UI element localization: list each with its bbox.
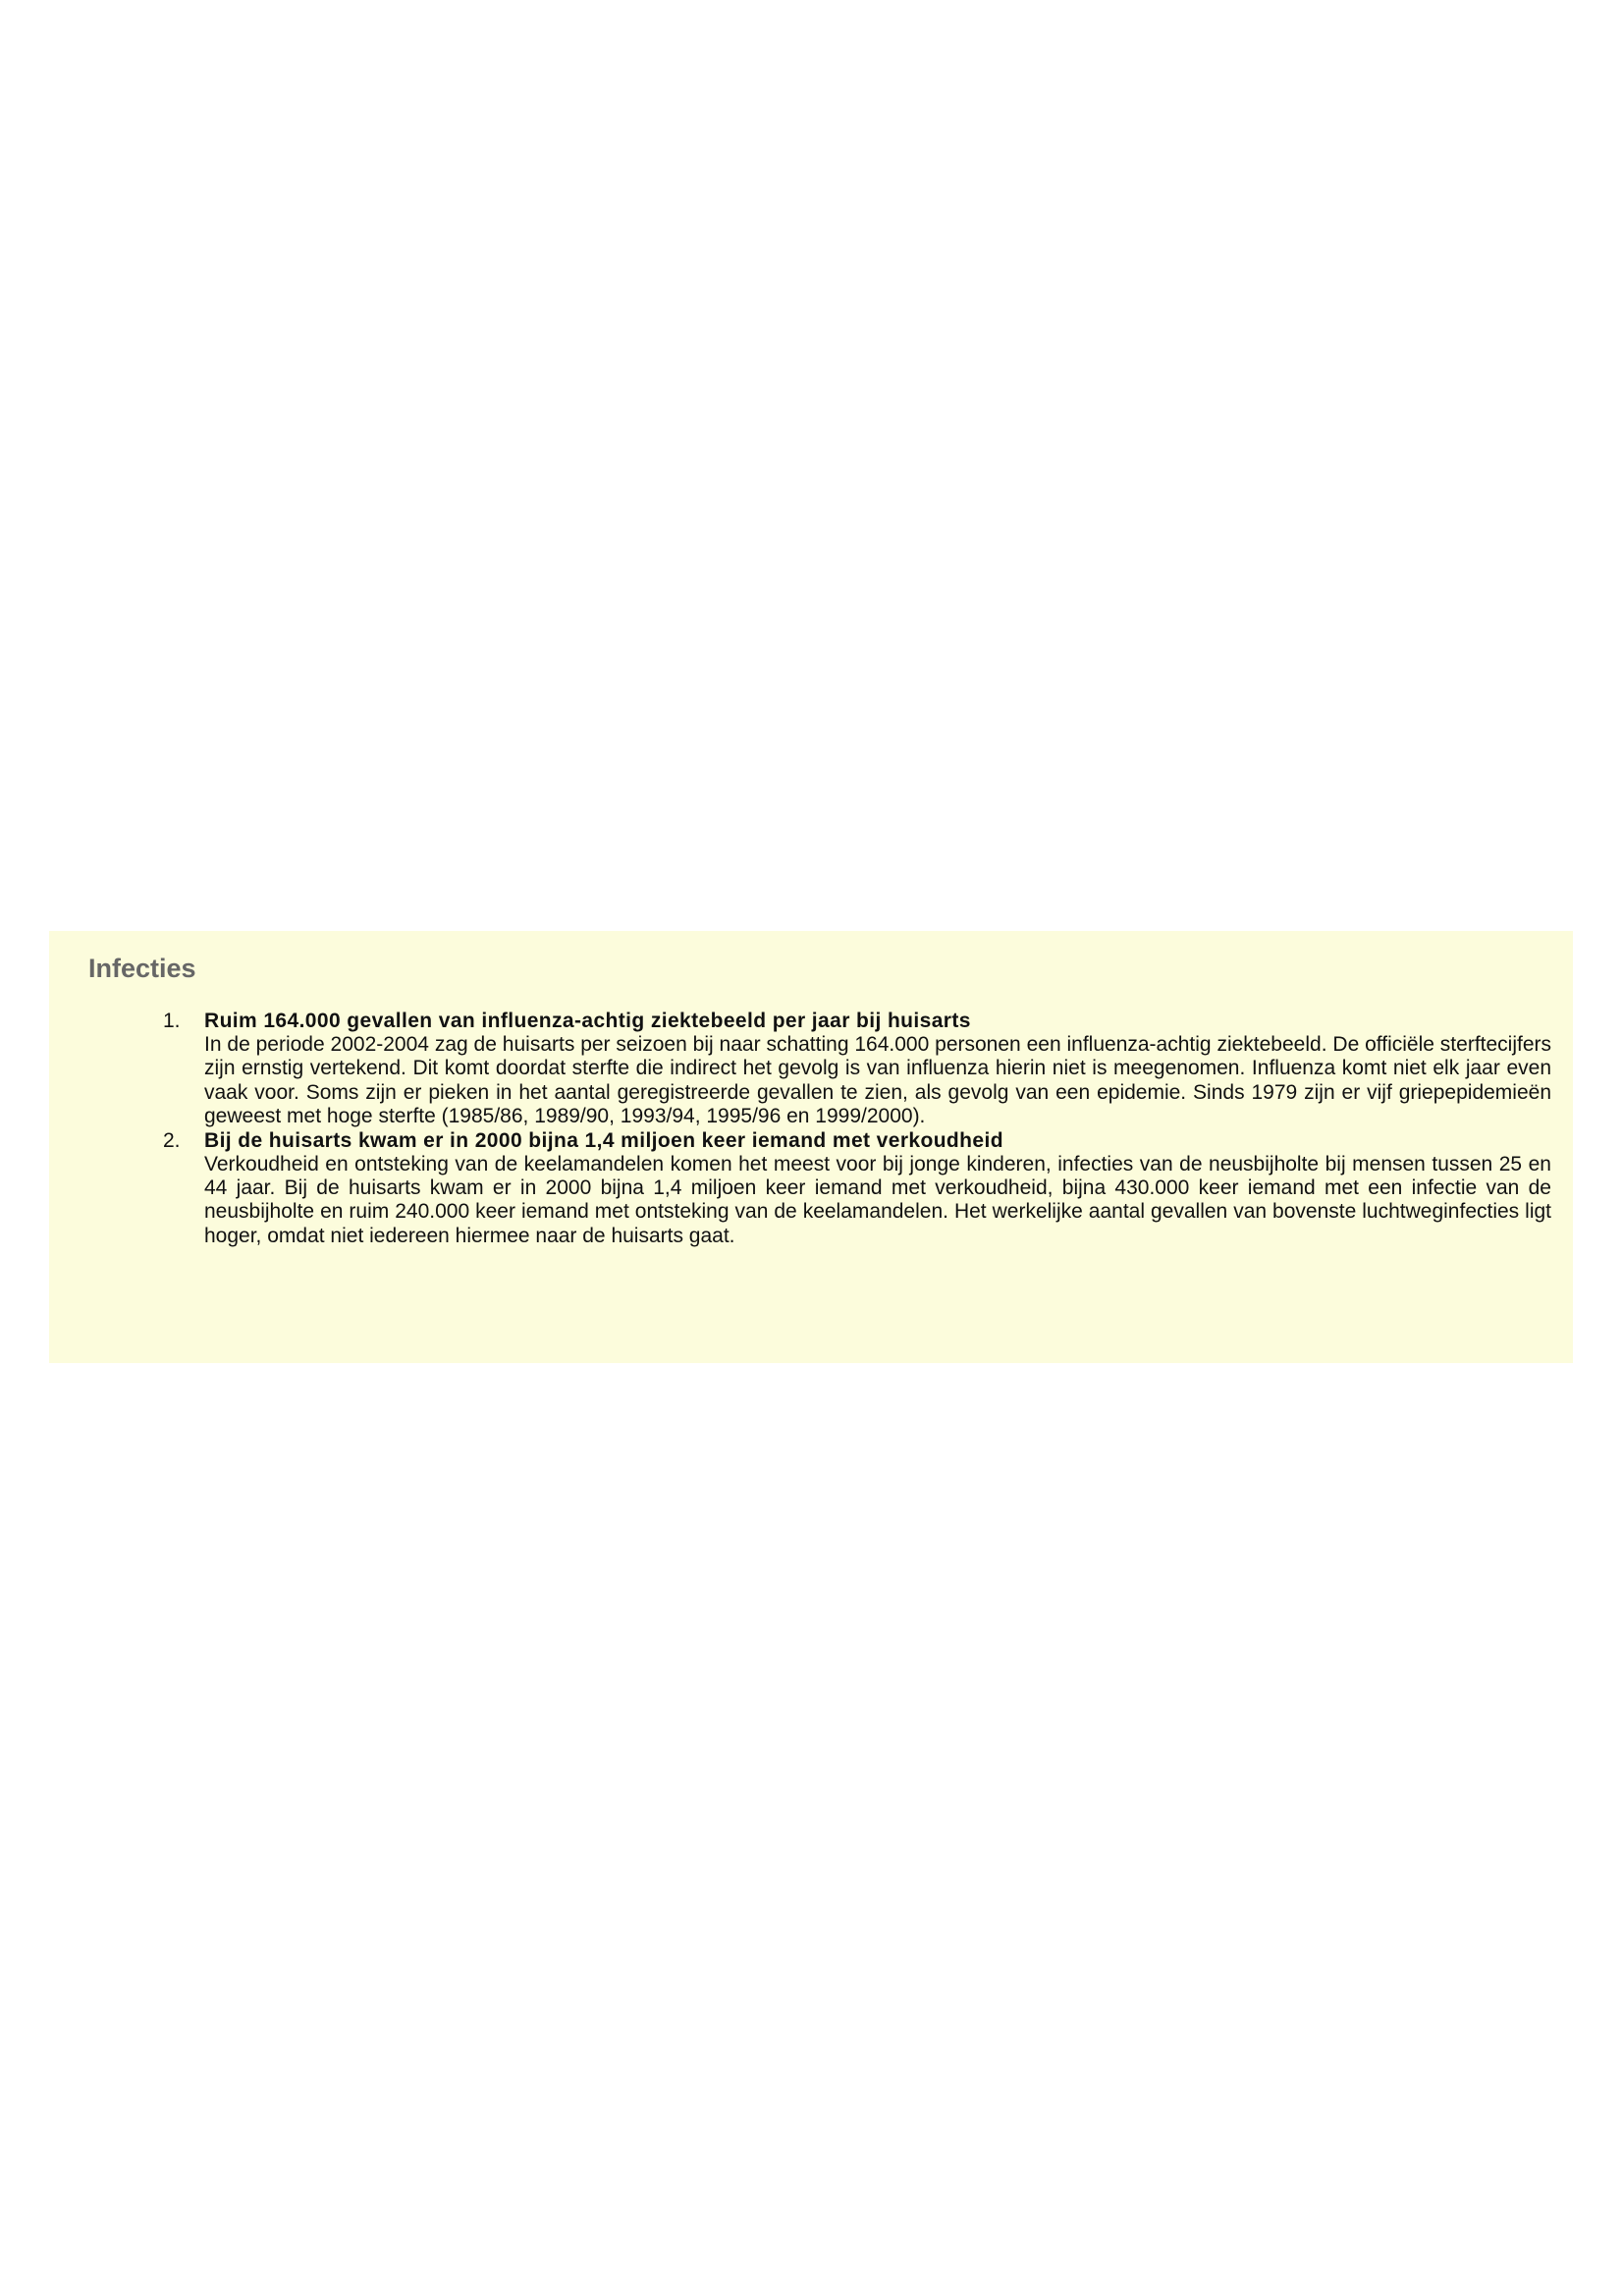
item-heading: Bij de huisarts kwam er in 2000 bijna 1,4 miljoen keer iemand met verkoudheid [204, 1128, 1003, 1152]
item-number: 1. [163, 1010, 181, 1032]
list-item [88, 1010, 1551, 1129]
item-number: 2. [163, 1128, 181, 1152]
item-body: Verkoudheid en ontsteking van de keelamandelen komen het meest voor bij jonge kinderen, infecties van de neusbijholte bij mensen tussen 25 en 44 jaar. Bij de huisarts kwam er in 2000 bijna 1,4 miljoen keer iemand met verkoudheid, bijna 430.000 keer iemand met een infectie van de neusbijholte en ruim 240.000 keer iemand met ontsteking van de keelamandelen. Het werkelijke aantal gevallen van bovenste luchtweginfecties ligt hoger, omdat niet iedereen hiermee naar de huisarts gaat. [204, 1152, 1551, 1247]
item-list [88, 1010, 1551, 1248]
item-heading: Ruim 164.000 gevallen van influenza-achtig ziektebeeld per jaar bij huisarts [204, 1010, 971, 1032]
list-item [88, 1128, 1551, 1249]
box-title: Infecties [88, 954, 196, 983]
item-body: In de periode 2002-2004 zag de huisarts per seizoen bij naar schatting 164.000 personen een influenza-achtig ziektebeeld. De officiële sterftecijfers zijn ernstig vertekend. Dit komt doordat sterfte die indirect het gevolg is van influenza hierin niet is meegenomen. Influenza komt niet elk jaar even vaak voor. Soms zijn er pieken in het aantal geregistreerde gevallen te zien, als gevolg van een epidemie. Sinds 1979 zijn er vijf griepepidemieën geweest met hoge sterfte (1985/86, 1989/90, 1993/94, 1995/96 en 1999/2000). [204, 1033, 1551, 1128]
infecties-box [49, 931, 1573, 1363]
